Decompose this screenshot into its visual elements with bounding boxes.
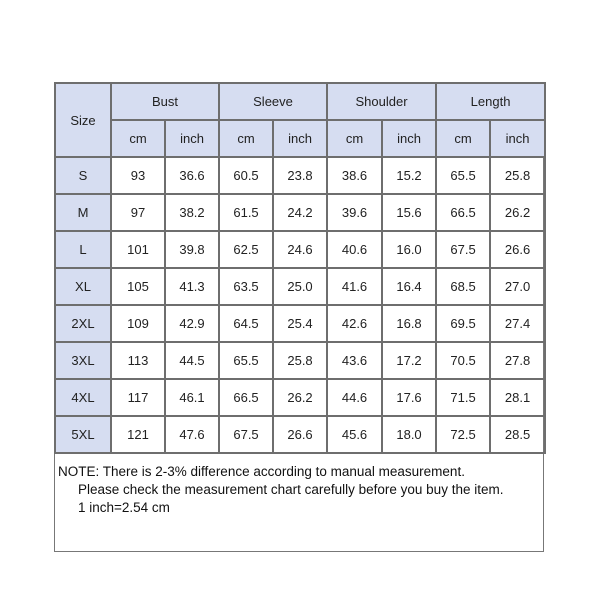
- table-cell: 44.6: [327, 379, 382, 416]
- table-cell: 43.6: [327, 342, 382, 379]
- table-row: [55, 231, 545, 268]
- table-cell: 16.8: [382, 305, 436, 342]
- unit-header-cm: cm: [327, 120, 382, 157]
- table-cell: 66.5: [219, 379, 273, 416]
- measurement-note: [58, 463, 538, 517]
- table-cell: 18.0: [382, 416, 436, 453]
- table-cell: 45.6: [327, 416, 382, 453]
- size-label: 2XL: [55, 305, 111, 342]
- table-cell: 39.6: [327, 194, 382, 231]
- table-cell: 61.5: [219, 194, 273, 231]
- table-cell: 66.5: [436, 194, 490, 231]
- table-cell: 28.5: [490, 416, 545, 453]
- table-cell: 42.9: [165, 305, 219, 342]
- unit-header-cm: cm: [436, 120, 490, 157]
- table-cell: 113: [111, 342, 165, 379]
- size-label: S: [55, 157, 111, 194]
- table-cell: 24.6: [273, 231, 327, 268]
- table-cell: 67.5: [436, 231, 490, 268]
- note-line-3: 1 inch=2.54 cm: [78, 500, 170, 515]
- table-row: [55, 342, 545, 379]
- table-cell: 105: [111, 268, 165, 305]
- table-cell: 23.8: [273, 157, 327, 194]
- table-cell: 117: [111, 379, 165, 416]
- table-cell: 60.5: [219, 157, 273, 194]
- table-cell: 46.1: [165, 379, 219, 416]
- table-cell: 64.5: [219, 305, 273, 342]
- table-cell: 41.3: [165, 268, 219, 305]
- table-row: [55, 379, 545, 416]
- table-cell: 68.5: [436, 268, 490, 305]
- table-row: [55, 157, 545, 194]
- unit-header-cm: cm: [111, 120, 165, 157]
- table-cell: 17.6: [382, 379, 436, 416]
- table-cell: 26.6: [490, 231, 545, 268]
- table-cell: 17.2: [382, 342, 436, 379]
- unit-header-row: [55, 120, 545, 157]
- table-cell: 109: [111, 305, 165, 342]
- shoulder-header: Shoulder: [327, 83, 436, 120]
- table-cell: 27.0: [490, 268, 545, 305]
- table-cell: 121: [111, 416, 165, 453]
- size-header: Size: [55, 83, 111, 157]
- table-cell: 63.5: [219, 268, 273, 305]
- table-cell: 71.5: [436, 379, 490, 416]
- table-cell: 15.2: [382, 157, 436, 194]
- table-cell: 47.6: [165, 416, 219, 453]
- table-cell: 38.2: [165, 194, 219, 231]
- group-header-row: [55, 83, 545, 120]
- size-chart-table: [54, 82, 546, 454]
- table-cell: 38.6: [327, 157, 382, 194]
- table-row: [55, 268, 545, 305]
- table-row: [55, 194, 545, 231]
- table-cell: 26.6: [273, 416, 327, 453]
- table-cell: 25.0: [273, 268, 327, 305]
- table-cell: 65.5: [436, 157, 490, 194]
- table-cell: 62.5: [219, 231, 273, 268]
- table-cell: 26.2: [490, 194, 545, 231]
- table-cell: 25.4: [273, 305, 327, 342]
- unit-header-cm: cm: [219, 120, 273, 157]
- unit-header-inch: inch: [165, 120, 219, 157]
- table-cell: 67.5: [219, 416, 273, 453]
- table-cell: 42.6: [327, 305, 382, 342]
- size-label: 4XL: [55, 379, 111, 416]
- table-cell: 27.4: [490, 305, 545, 342]
- note-line-2: Please check the measurement chart carefully before you buy the item.: [78, 482, 504, 497]
- unit-header-inch: inch: [273, 120, 327, 157]
- unit-header-inch: inch: [382, 120, 436, 157]
- table-cell: 28.1: [490, 379, 545, 416]
- table-cell: 93: [111, 157, 165, 194]
- length-header: Length: [436, 83, 545, 120]
- table-cell: 16.4: [382, 268, 436, 305]
- table-cell: 44.5: [165, 342, 219, 379]
- table-cell: 65.5: [219, 342, 273, 379]
- table-cell: 101: [111, 231, 165, 268]
- note-line-1: NOTE: There is 2-3% difference according to manual measurement.: [58, 464, 465, 479]
- table-cell: 69.5: [436, 305, 490, 342]
- table-cell: 40.6: [327, 231, 382, 268]
- size-label: M: [55, 194, 111, 231]
- bust-header: Bust: [111, 83, 219, 120]
- table-cell: 16.0: [382, 231, 436, 268]
- table-cell: 26.2: [273, 379, 327, 416]
- unit-header-inch: inch: [490, 120, 545, 157]
- table-cell: 39.8: [165, 231, 219, 268]
- table-cell: 36.6: [165, 157, 219, 194]
- table-row: [55, 416, 545, 453]
- table-cell: 72.5: [436, 416, 490, 453]
- size-label: 3XL: [55, 342, 111, 379]
- size-label: L: [55, 231, 111, 268]
- sleeve-header: Sleeve: [219, 83, 327, 120]
- size-label: XL: [55, 268, 111, 305]
- table-cell: 41.6: [327, 268, 382, 305]
- table-cell: 27.8: [490, 342, 545, 379]
- table-cell: 97: [111, 194, 165, 231]
- table-cell: 25.8: [490, 157, 545, 194]
- table-row: [55, 305, 545, 342]
- table-cell: 25.8: [273, 342, 327, 379]
- table-cell: 15.6: [382, 194, 436, 231]
- size-label: 5XL: [55, 416, 111, 453]
- table-cell: 24.2: [273, 194, 327, 231]
- table-cell: 70.5: [436, 342, 490, 379]
